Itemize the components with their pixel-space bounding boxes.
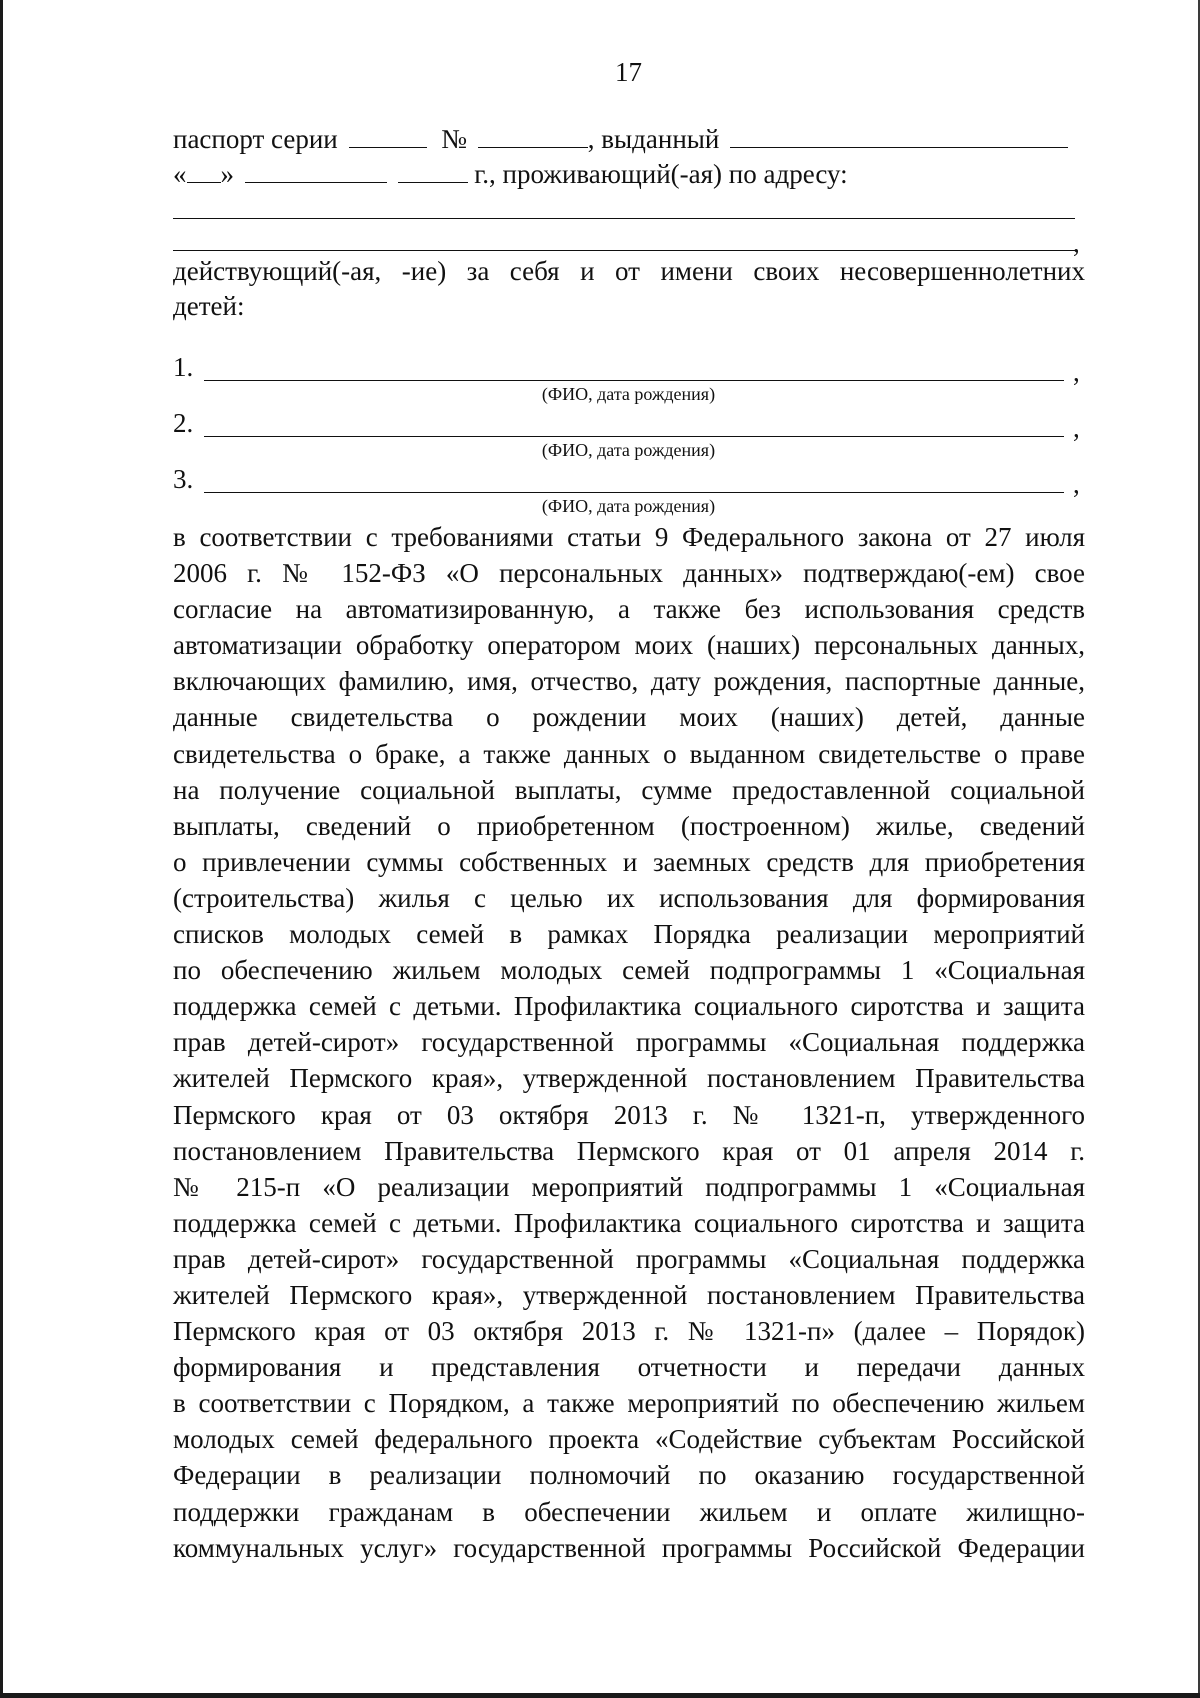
paragraph-line: 2006 г. № 152-ФЗ «О персональных данных» подтверждаю(-ем) свое [173, 558, 1085, 589]
paragraph-line: Пермского края от 03 октября 2013 г. № 1321-п, утвержденного [173, 1099, 1085, 1130]
passport-issued-label: , выданный [587, 124, 720, 154]
address-line-1[interactable] [173, 218, 1075, 219]
child-3-caption: (ФИО, дата рождения) [541, 496, 716, 516]
paragraph-line: согласие на автоматизированную, а также без использования средств [173, 594, 1085, 625]
paragraph-line: № 215-п «О реализации мероприятий подпрограммы 1 «Социальная [173, 1171, 1085, 1202]
child-1-number: 1. [173, 352, 194, 382]
paragraph-line: поддержка семей с детьми. Профилактика социального сиротства и защита [173, 991, 1085, 1022]
passport-line [173, 121, 1085, 154]
paragraph-line: автоматизации обработку оператором моих (наших) персональных данных, [173, 630, 1085, 661]
paragraph-line: жителей Пермского края», утвержденной постановлением Правительства [173, 1063, 1085, 1094]
paragraph-line: включающих фамилию, имя, отчество, дату рождения, паспортные данные, [173, 666, 1085, 697]
child-3-number: 3. [173, 464, 194, 494]
child-1-field[interactable] [204, 380, 1064, 381]
passport-series-blank[interactable] [349, 121, 427, 148]
passport-issued-blank[interactable] [730, 121, 1068, 148]
paragraph-line: прав детей-сирот» государственной программы «Социальная поддержка [173, 1027, 1085, 1058]
issue-date-line [173, 156, 1085, 189]
address-line-2[interactable] [173, 250, 1075, 251]
child-1-caption: (ФИО, дата рождения) [541, 384, 716, 404]
passport-number-label: № [441, 124, 468, 154]
residence-label: г., проживающий(-ая) по адресу: [474, 159, 848, 189]
scan-border-bottom [0, 1693, 1200, 1698]
child-2-field[interactable] [204, 436, 1064, 437]
paragraph-line: на получение социальной выплаты, сумме предоставленной социальной [173, 774, 1085, 805]
issue-day-blank[interactable] [187, 156, 221, 183]
paragraph-line: в соответствии с Порядком, а также мероприятий по обеспечению жильем [173, 1388, 1085, 1419]
paragraph-line: в соответствии с требованиями статьи 9 Федерального закона от 27 июля [173, 522, 1085, 552]
child-1-comma: , [1073, 357, 1080, 387]
issue-month-blank[interactable] [245, 156, 387, 183]
page-number: 17 [615, 57, 642, 87]
paragraph-line: формирования и представления отчетности и передачи данных [173, 1352, 1085, 1383]
paragraph-line: по обеспечению жильем молодых семей подпрограммы 1 «Социальная [173, 955, 1085, 986]
child-2-caption: (ФИО, дата рождения) [541, 440, 716, 460]
issue-year-blank[interactable] [398, 156, 468, 183]
paragraph-line: данные свидетельства о рождении моих (наших) детей, данные [173, 702, 1085, 733]
quote-open: « [173, 159, 187, 189]
passport-number-blank[interactable] [478, 121, 588, 148]
child-2-comma: , [1073, 413, 1080, 443]
paragraph-line: Пермского края от 03 октября 2013 г. № 1321-п» (далее – Порядок) [173, 1316, 1085, 1347]
consent-paragraph [173, 519, 1085, 1566]
paragraph-line: поддержка семей с детьми. Профилактика социального сиротства и защита [173, 1207, 1085, 1238]
acting-statement: действующий(-ая, -ие) за себя и от имени своих несовершеннолетних [173, 256, 1085, 286]
paragraph-line: коммунальных услуг» государственной программы Российской Федерации [173, 1532, 1085, 1563]
child-3-field[interactable] [204, 492, 1064, 493]
address-comma: , [1073, 228, 1080, 258]
paragraph-line: прав детей-сирот» государственной программы «Социальная поддержка [173, 1243, 1085, 1274]
paragraph-line: выплаты, сведений о приобретенном (построенном) жилье, сведений [173, 810, 1085, 841]
paragraph-line: поддержки гражданам в обеспечении жильем и оплате жилищно- [173, 1496, 1085, 1527]
scan-border-left [0, 0, 3, 1698]
paragraph-line: (строительства) жилья с целью их использования для формирования [173, 882, 1085, 913]
quote-close: » [220, 159, 234, 189]
passport-series-label: паспорт серии [173, 124, 338, 154]
acting-statement-end: детей: [173, 291, 245, 321]
paragraph-line: о привлечении суммы собственных и заемных средств для приобретения [173, 846, 1085, 877]
child-3-comma: , [1073, 469, 1080, 499]
paragraph-line: молодых семей федерального проекта «Содействие субъектам Российской [173, 1424, 1085, 1455]
paragraph-line: жителей Пермского края», утвержденной постановлением Правительства [173, 1279, 1085, 1310]
paragraph-line: списков молодых семей в рамках Порядка реализации мероприятий [173, 919, 1085, 950]
child-2-number: 2. [173, 408, 194, 438]
paragraph-line: свидетельства о браке, а также данных о выданном свидетельстве о праве [173, 738, 1085, 769]
paragraph-line: постановлением Правительства Пермского края от 01 апреля 2014 г. [173, 1135, 1085, 1166]
paragraph-line: Федерации в реализации полномочий по оказанию государственной [173, 1460, 1085, 1491]
